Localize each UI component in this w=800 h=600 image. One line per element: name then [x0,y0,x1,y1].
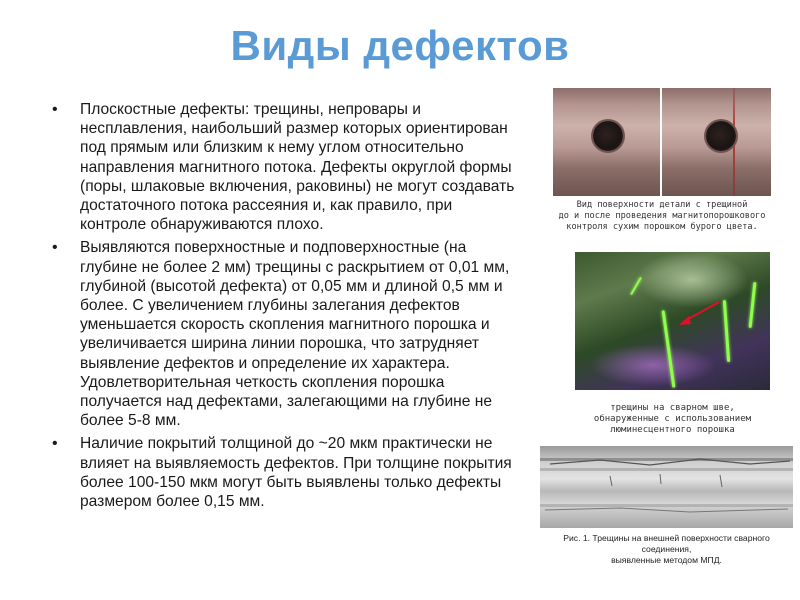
bullet-item: • Плоскостные дефекты: трещины, непровары и несплавления, наибольший размер которых ориентирован под прямым или близким к нему углом относительно направления магнитного потока. Дефекты округлой формы (поры, шлаковые включения, раковины) не могут создавать достаточного потока рассеяния и, как правило, при контроле обнаруживаются плохо. [50,100,520,234]
caption-line: Вид поверхности детали с трещиной [576,200,748,210]
caption-line: обнаруженные с использованием [593,414,752,424]
figure-caption [575,403,770,436]
weld-surface-photo [540,446,793,528]
caption-line: Рис. 1. Трещины на внешней поверхности сварного соединения, [563,533,770,554]
caption-line: люминесцентного порошка [610,425,735,435]
figure-luminescent-weld [575,252,770,436]
bullet-item: • Наличие покрытий толщиной до ~20 мкм практически не влияет на выявляемость дефектов. При толщине покрытия более 100-150 мкм могут быть выявлены только дефекты размером более 0,15 мм. [50,434,520,511]
figure-caption [540,533,793,566]
crack-glow [662,310,676,388]
bore-hole [593,121,623,151]
figure-caption [553,200,771,233]
crack-glow [749,282,757,328]
figure-weld-cracks [540,446,793,566]
bullet-item: • Выявляются поверхностные и подповерхностные (на глубине не более 2 мм) трещины с раскрытием от 0,01 мм, глубиной (высотой дефекта) от 0,05 мм и длиной 0,5 мм и более. С увеличением глубины залегания дефектов уменьшается скорость скопления магнитного порошка и увеличивается ширина линии порошка, что затрудняет выявление дефектов и определение их характера. Удовлетворительная четкость скопления порошка получается над дефектами, залегающими на глубине не более 5-8 мм. [50,238,520,430]
bore-hole [706,121,736,151]
part-photos [553,88,771,196]
figure-part-surface [553,88,771,233]
photo-before [553,88,660,196]
photo-after [662,88,771,196]
crack-glow [630,277,642,295]
slide-title: Виды дефектов [230,22,570,69]
crack-marks-icon [540,446,793,528]
caption-line: выявленные методом МПД. [611,555,722,565]
caption-line: контроля сухим порошком бурого цвета. [566,222,758,232]
arrow-icon [675,298,725,328]
caption-line: до и после проведения магнитопорошкового [558,211,766,221]
weld-photo [575,252,770,390]
caption-line: трещины на сварном шве, [610,403,735,413]
bullet-list [50,100,520,515]
